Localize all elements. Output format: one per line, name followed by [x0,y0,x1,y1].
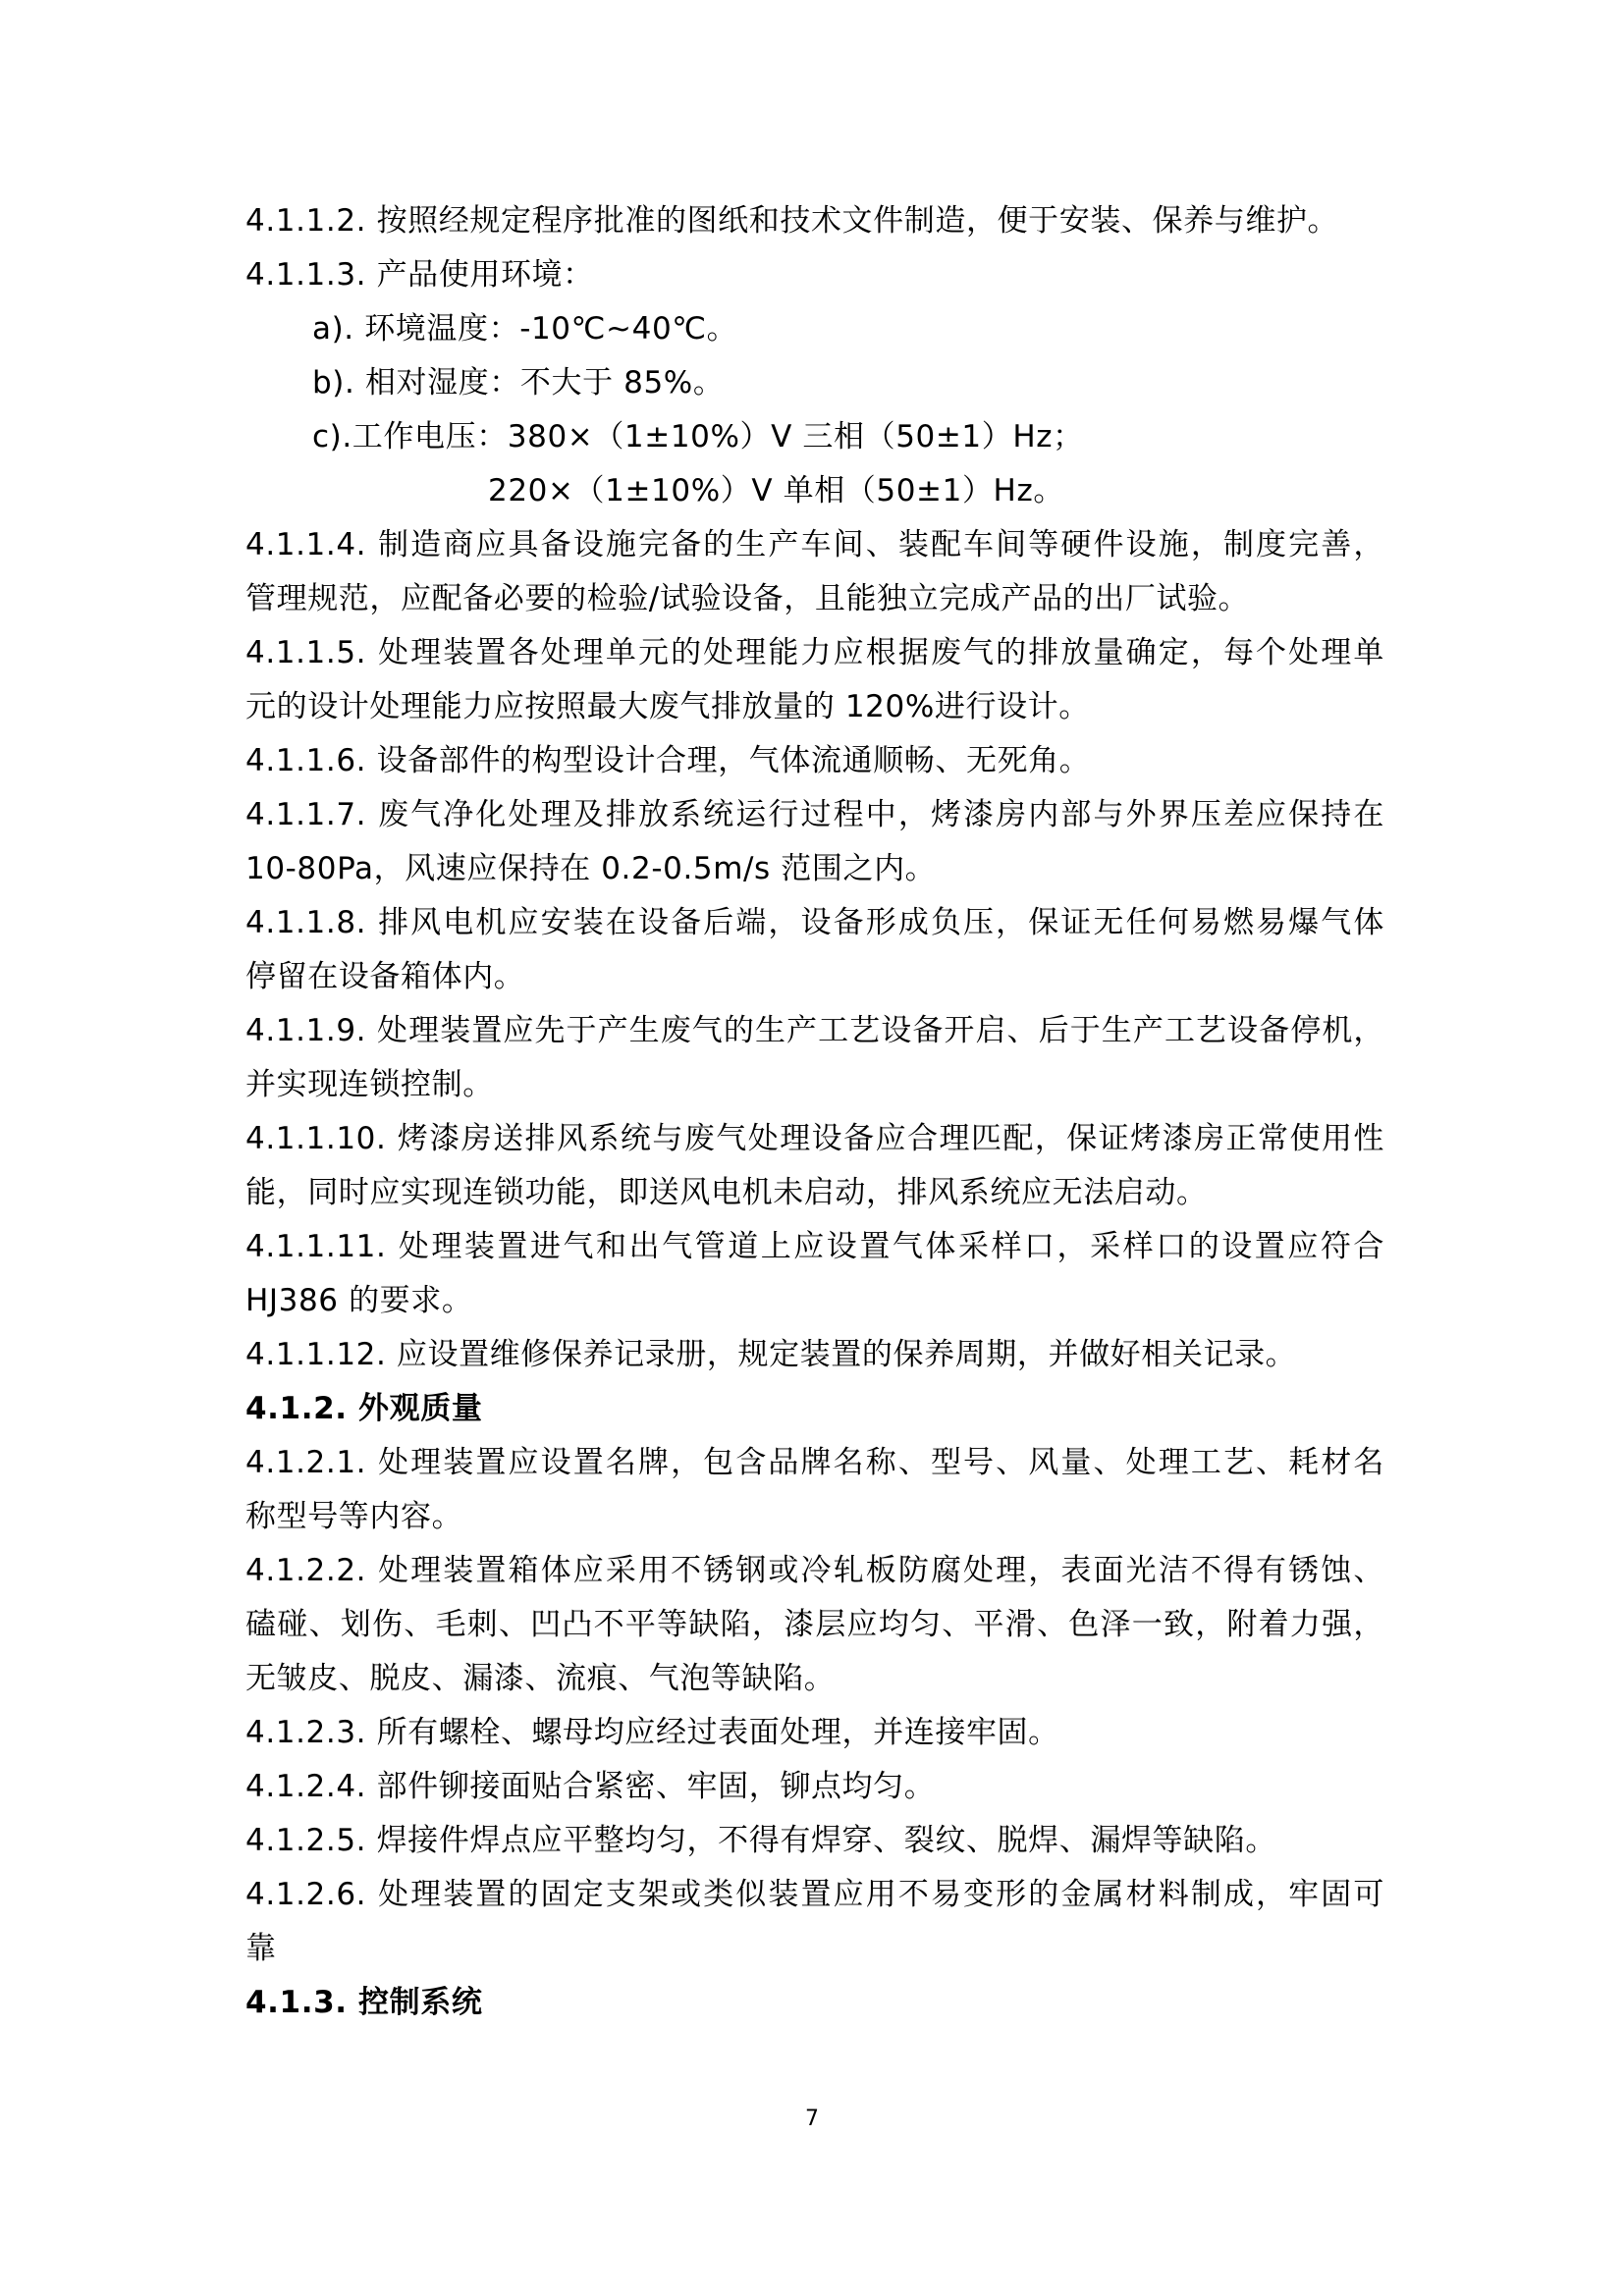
clause-4-1-1-4-line-1: 4.1.1.4. 制造商应具备设施完备的生产车间、装配车间等硬件设施，制度完善， [245,527,1384,562]
working-voltage-single-phase-line: 220×（1±10%）V 单相（50±1）Hz。 [488,473,1064,508]
clause-4-1-1-11-line-2: HJ386 的要求。 [245,1283,473,1318]
clause-4-1-1-3-line: 4.1.1.3. 产品使用环境： [245,257,594,293]
clause-4-1-1-11-line-1: 4.1.1.11. 处理装置进气和出气管道上应设置气体采样口，采样口的设置应符合 [245,1229,1384,1264]
clause-4-1-1-2-line: 4.1.1.2. 按照经规定程序批准的图纸和技术文件制造，便于安装、保养与维护。 [245,203,1339,239]
clause-4-1-1-7-line-2: 10-80Pa，风速应保持在 0.2-0.5m/s 范围之内。 [245,851,937,886]
clause-4-1-1-8-line-1: 4.1.1.8. 排风电机应安装在设备后端，设备形成负压，保证无任何易燃易爆气体 [245,905,1384,940]
clause-4-1-2-1-line-2: 称型号等内容。 [245,1499,463,1534]
clause-4-1-1-5-line-1: 4.1.1.5. 处理装置各处理单元的处理能力应根据废气的排放量确定，每个处理单 [245,635,1384,670]
clause-4-1-1-6-line: 4.1.1.6. 设备部件的构型设计合理，气体流通顺畅、无死角。 [245,743,1091,778]
clause-4-1-2-6-line-1: 4.1.2.6. 处理装置的固定支架或类似装置应用不易变形的金属材料制成，牢固可 [245,1877,1384,1912]
clause-4-1-1-10-line-1: 4.1.1.10. 烤漆房送排风系统与废气处理设备应合理匹配，保证烤漆房正常使用性 [245,1121,1384,1156]
clause-4-1-2-5-line: 4.1.2.5. 焊接件焊点应平整均匀，不得有焊穿、裂纹、脱焊、漏焊等缺陷。 [245,1823,1276,1858]
clause-4-1-2-3-line: 4.1.2.3. 所有螺栓、螺母均应经过表面处理，并连接牢固。 [245,1715,1059,1750]
clause-4-1-2-2-line-1: 4.1.2.2. 处理装置箱体应采用不锈钢或冷轧板防腐处理，表面光洁不得有锈蚀、 [245,1553,1384,1588]
environment-humidity-line: b). 相对湿度：不大于 85%。 [312,365,725,400]
clause-4-1-1-4-line-2: 管理规范，应配备必要的检验/试验设备，且能独立完成产品的出厂试验。 [245,581,1250,616]
clause-4-1-1-10-line-2: 能，同时应实现连锁功能，即送风电机未启动，排风系统应无法启动。 [245,1175,1208,1210]
section-heading-control-system: 4.1.3. 控制系统 [245,1985,483,2020]
clause-4-1-1-9-line-1: 4.1.1.9. 处理装置应先于产生废气的生产工艺设备开启、后于生产工艺设备停机， [245,1013,1384,1048]
clause-4-1-1-8-line-2: 停留在设备箱体内。 [245,959,525,994]
clause-4-1-1-12-line: 4.1.1.12. 应设置维修保养记录册，规定装置的保养周期，并做好相关记录。 [245,1337,1297,1372]
page-number: 7 [805,2107,819,2131]
working-voltage-three-phase-line: c).工作电压：380×（1±10%）V 三相（50±1）Hz； [312,419,1084,454]
clause-4-1-1-7-line-1: 4.1.1.7. 废气净化处理及排放系统运行过程中，烤漆房内部与外界压差应保持在 [245,797,1384,832]
clause-4-1-2-4-line: 4.1.2.4. 部件铆接面贴合紧密、牢固，铆点均匀。 [245,1769,936,1804]
clause-4-1-1-9-line-2: 并实现连锁控制。 [245,1067,494,1102]
clause-4-1-2-1-line-1: 4.1.2.1. 处理装置应设置名牌，包含品牌名称、型号、风量、处理工艺、耗材名 [245,1445,1384,1480]
environment-temperature-line: a). 环境温度：-10℃~40℃。 [312,311,738,347]
section-heading-appearance-quality: 4.1.2. 外观质量 [245,1391,483,1426]
clause-4-1-2-2-line-2: 磕碰、划伤、毛刺、凹凸不平等缺陷，漆层应均匀、平滑、色泽一致，附着力强， [245,1607,1384,1642]
clause-4-1-2-2-line-3: 无皱皮、脱皮、漏漆、流痕、气泡等缺陷。 [245,1661,836,1696]
clause-4-1-1-5-line-2: 元的设计处理能力应按照最大废气排放量的 120%进行设计。 [245,689,1090,724]
document-body [245,194,1384,2030]
clause-4-1-2-6-line-2: 靠 [245,1931,277,1966]
